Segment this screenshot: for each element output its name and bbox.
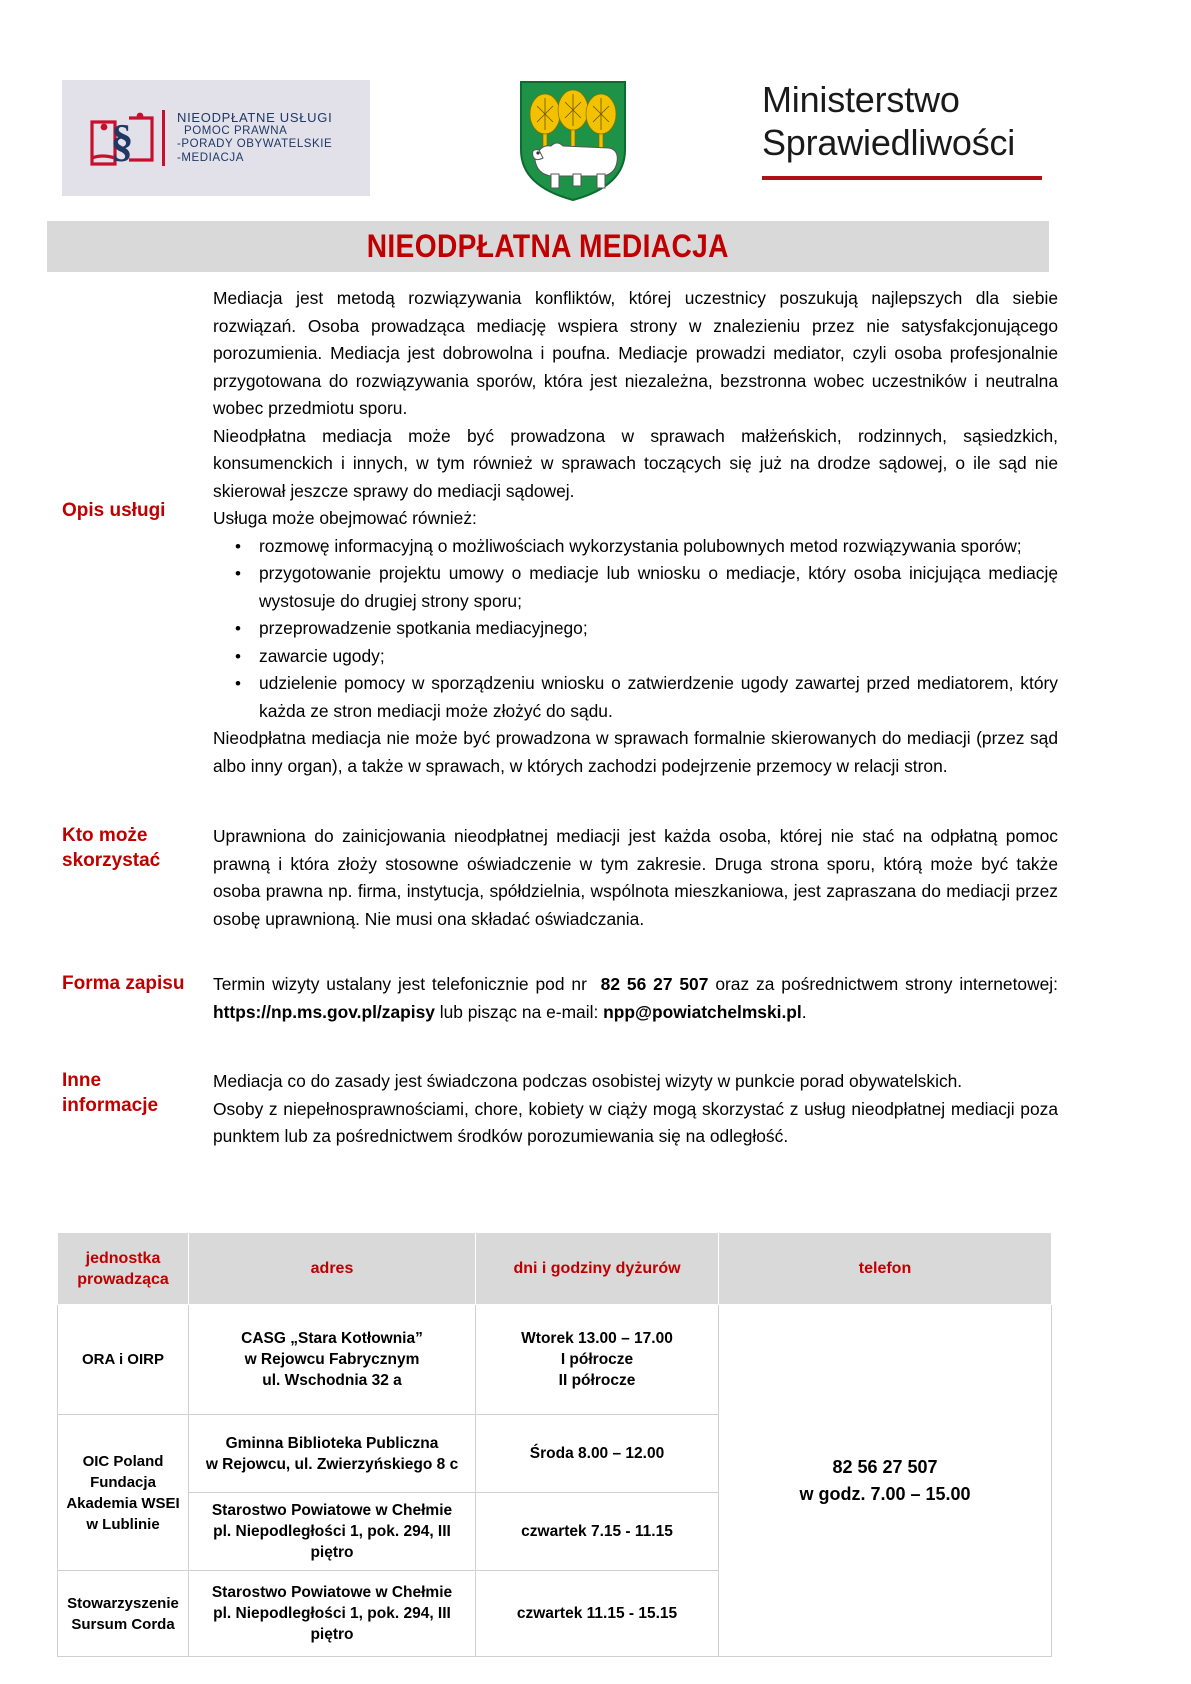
unit-line: Fundacja [90, 1473, 156, 1491]
cell-unit [58, 1415, 189, 1571]
phone-line-number: 82 56 27 507 [832, 1456, 938, 1477]
column-header-adres: adres [189, 1233, 476, 1305]
section-label-inne [0, 1068, 213, 1118]
phone-number: 82 56 27 507 [600, 974, 709, 994]
table-header-row [58, 1233, 1052, 1305]
document-content [0, 285, 1191, 1151]
section-body-inne [213, 1068, 1058, 1151]
page-title-banner [47, 221, 1049, 272]
schedule-table-wrapper [57, 1232, 1051, 1657]
npp-logo-line2: POMOC PRAWNA [184, 124, 288, 137]
inne-paragraph-2: Osoby z niepełnosprawnościami, chore, kobiety w ciąży mogą skorzystać z usług nieodpłatnej mediacji poza punktem lub za pośrednictwem środków porozumiewania się na odległość. [213, 1098, 1058, 1146]
column-header-telefon: telefon [719, 1233, 1052, 1305]
forma-text-b: oraz za pośrednictwem strony internetowej: [715, 974, 1058, 994]
address-line: Gminna Biblioteka Publiczna [225, 1434, 439, 1452]
phone-line-hours: w godz. 7.00 – 15.00 [799, 1483, 971, 1504]
paragraph-symbol-book-icon [88, 106, 156, 170]
coat-of-arms-icon [517, 78, 629, 202]
opis-paragraph-1: Mediacja jest metodą rozwiązywania konfliktów, której uczestnicy poszukują najlepszych dla siebie rozwiązań. Osoba prowadząca mediację wspiera strony w znalezieniu przez nie satysfakcjonującego porozumienia. Mediacja jest dobrowolna i poufna. Mediacje prowadzi mediator, czyli osoba profesjonalnie przygotowana do rozwiązywania sporów, która jest niezależna, bezstronna wobec uczestników i neutralna wobec przedmiotu sporu. [213, 288, 1058, 418]
section-label-inne-line2: informacje [62, 1095, 159, 1116]
section-label-inne-line1: Inne [62, 1070, 102, 1091]
column-header-jednostka [58, 1233, 189, 1305]
cell-hours [476, 1305, 719, 1415]
cell-unit: ORA i OIRP [58, 1305, 189, 1415]
section-forma-zapisu [0, 971, 1191, 1026]
cell-hours: czwartek 11.15 - 15.15 [476, 1571, 719, 1657]
npp-logo-line3: -PORADY OBYWATELSKIE [177, 138, 333, 150]
section-label-forma [0, 971, 213, 996]
schedule-table [57, 1232, 1052, 1657]
npp-logo [62, 80, 370, 196]
opis-paragraph-4: Nieodpłatna mediacja nie może być prowadzona w sprawach formalnie skierowanych do mediacji (przez sąd albo inny organ), a także w sprawach, w których zachodzi podejrzenie przemocy w relacji stron. [213, 728, 1058, 776]
list-item: • rozmowę informacyjną o możliwościach wykorzystania polubownych metod rozwiązywania sporów; [259, 533, 1058, 561]
npp-logo-text [177, 111, 332, 165]
ministry-logo-rule [762, 176, 1042, 180]
forma-paragraph [213, 971, 1058, 1026]
unit-line: OIC Poland [82, 1452, 164, 1470]
column-header-dni-godziny: dni i godziny dyżurów [476, 1233, 719, 1305]
list-item: • udzielenie pomocy w sporządzeniu wniosku o zatwierdzenie ugody zawartej przed mediatorem, który każda ze stron mediacji może złożyć do sądu. [259, 670, 1058, 725]
address-line: CASG „Stara Kotłownia” [241, 1330, 423, 1347]
signup-url[interactable]: https://np.ms.gov.pl/zapisy [213, 1001, 435, 1022]
address-line: Starostwo Powiatowe w Chełmie [211, 1502, 453, 1519]
hours-line: II półrocze [558, 1372, 636, 1389]
column-header-jednostka-line2: prowadząca [77, 1270, 169, 1288]
svg-text:§: § [110, 115, 134, 166]
section-label-opis [0, 285, 213, 523]
column-header-jednostka-line1: jednostka [85, 1249, 161, 1267]
cell-unit [58, 1571, 189, 1657]
cell-address [189, 1415, 476, 1493]
hours-line: I półrocze [560, 1351, 634, 1368]
kto-paragraph: Uprawniona do zainicjowania nieodpłatnej mediacji jest każda osoba, której nie stać na odpłatną pomoc prawną i która złoży stosowne oświadczenie w tym zakresie. Druga strona sporu, którą może być także osoba prawna np. firma, instytucja, spółdzielnia, wspólnota mieszkaniowa, jest zapraszana do mediacji przez osobę uprawnioną. Nie musi ona składać oświadczania. [213, 826, 1058, 929]
unit-line: Akademia WSEI [66, 1494, 180, 1512]
address-line: ul. Wschodnia 32 a [262, 1372, 402, 1389]
document-header [0, 0, 1191, 215]
unit-line: Stowarzyszenie [67, 1594, 179, 1612]
cell-address [189, 1571, 476, 1657]
cell-address [189, 1305, 476, 1415]
cell-hours: czwartek 7.15 - 11.15 [476, 1493, 719, 1571]
address-line: pl. Niepodległości 1, pok. 294, III piętro [213, 1605, 451, 1643]
ministry-logo-line1: Ministerstwo [762, 79, 960, 120]
section-label-forma-text: Forma zapisu [62, 973, 185, 994]
unit-line: Sursum Corda [71, 1615, 175, 1633]
logo-divider [162, 110, 165, 166]
section-label-kto [0, 823, 213, 873]
section-body-kto [213, 823, 1058, 933]
address-line: w Rejowcu Fabrycznym [244, 1351, 420, 1368]
unit-line: w Lublinie [86, 1515, 160, 1533]
list-item: • przeprowadzenie spotkania mediacyjnego; [259, 615, 1058, 643]
contact-email[interactable]: npp@powiatchelmski.pl [603, 1001, 802, 1022]
list-item: • zawarcie ugody; [259, 643, 1058, 671]
section-label-kto-line1: Kto może [62, 825, 148, 846]
ministry-logo [762, 78, 1047, 180]
cell-hours: Środa 8.00 – 12.00 [476, 1415, 719, 1493]
section-label-opis-text: Opis usługi [62, 500, 166, 521]
inne-paragraph-1: Mediacja co do zasady jest świadczona podczas osobistej wizyty w punkcie porad obywatelskich. [213, 1071, 963, 1091]
section-inne-informacje [0, 1068, 1191, 1151]
list-item: • przygotowanie projektu umowy o mediacje lub wniosku o mediacje, który osoba inicjująca mediację wystosuje do drugiej strony sporu; [259, 560, 1058, 615]
section-body-opis [213, 285, 1058, 780]
npp-logo-line1: NIEODPŁATNE USŁUGI [177, 110, 333, 125]
opis-paragraph-3: Usługa może obejmować również: [213, 508, 477, 528]
ministry-logo-line2: Sprawiedliwości [762, 122, 1016, 163]
table-row [58, 1305, 1052, 1415]
address-line: w Rejowcu, ul. Zwierzyńskiego 8 c [205, 1455, 459, 1473]
hours-line: Wtorek 13.00 – 17.00 [521, 1330, 673, 1347]
section-body-forma [213, 971, 1058, 1026]
forma-text-a: Termin wizyty ustalany jest telefonicznie pod nr [213, 974, 587, 994]
forma-text-d: . [801, 1001, 807, 1022]
page-title: NIEODPŁATNA MEDIACJA [366, 228, 730, 264]
section-opis-uslugi [0, 285, 1191, 780]
section-label-kto-line2: skorzystać [62, 850, 161, 871]
forma-text-c: lub pisząc na e-mail: [439, 1001, 599, 1022]
address-line: Starostwo Powiatowe w Chełmie [211, 1584, 453, 1601]
opis-bullet-list [213, 533, 1058, 726]
opis-paragraph-2: Nieodpłatna mediacja może być prowadzona w sprawach małżeńskich, rodzinnych, sąsiedzkich, konsumenckich i innych, w tym również w sprawach toczących się już na drodze sądowej, o ile sąd nie skierował jeszcze sprawy do mediacji sądowej. [213, 425, 1058, 501]
npp-logo-line4: -MEDIACJA [177, 151, 244, 164]
address-line: pl. Niepodległości 1, pok. 294, III piętro [213, 1523, 451, 1561]
section-kto-moze-skorzystac [0, 823, 1191, 933]
cell-phone [719, 1305, 1052, 1657]
cell-address [189, 1493, 476, 1571]
